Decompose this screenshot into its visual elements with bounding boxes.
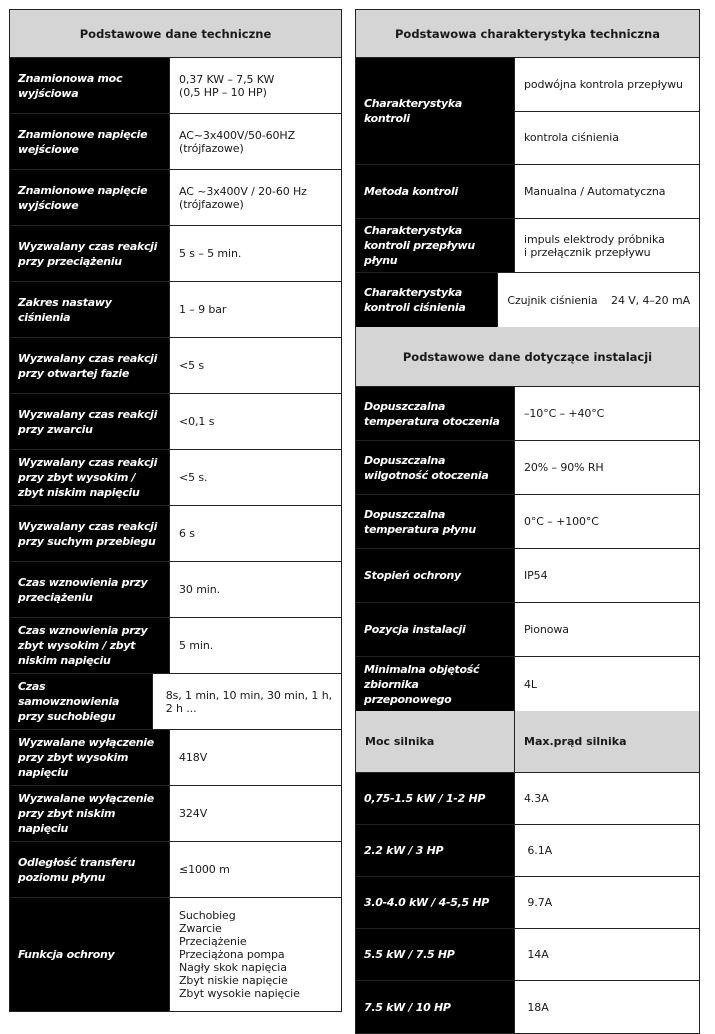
table-row <box>10 58 341 114</box>
value-line: 8s, 1 min, 10 min, 30 min, 1 h, <box>162 688 332 702</box>
value-line: 9.7A <box>524 896 553 909</box>
value-line: 418V <box>179 751 208 764</box>
table-row <box>356 495 699 549</box>
row-label: Czas wznowienia przy zbyt wysokim / zbyt niskim napięciu <box>10 618 170 673</box>
row-value <box>170 898 341 1011</box>
row-label: Wyzwalane wyłączenie przy zbyt wysokim napięciu <box>10 730 170 785</box>
row-label: Charakterystyka kontroli ciśnienia <box>356 273 498 327</box>
row-value <box>170 114 341 169</box>
value-line: –10°C – +40°C <box>524 407 605 420</box>
row-label: Funkcja ochrony <box>10 898 170 1011</box>
row-value <box>153 674 341 729</box>
technical-data-table <box>9 9 342 1012</box>
value-line: Przeciążenie <box>179 935 247 948</box>
row-value <box>170 170 341 225</box>
row-label: Wyzwalane wyłączenie przy zbyt niskim napięciu <box>10 786 170 841</box>
row-value <box>515 387 699 440</box>
row-value <box>170 58 341 113</box>
table-row <box>10 506 341 562</box>
table-row <box>356 877 699 929</box>
row-label: 5.5 kW / 7.5 HP <box>356 929 515 980</box>
table-row <box>10 562 341 618</box>
value-line: 30 min. <box>179 583 221 596</box>
table-row <box>356 657 699 711</box>
table-row <box>356 981 699 1033</box>
value-line: 18A <box>524 1000 549 1014</box>
row-label: 7.5 kW / 10 HP <box>356 981 515 1033</box>
table-row <box>10 282 341 338</box>
row-value <box>515 495 699 548</box>
row-label: Dopuszczalna temperatura otoczenia <box>356 387 515 440</box>
row-label: Znamionowa moc wyjściowa <box>10 58 170 113</box>
table-row <box>10 450 341 506</box>
value-line: ≤1000 m <box>179 863 230 876</box>
row-value: podwójna kontrola przepływu <box>515 58 699 112</box>
row-label: Metoda kontroli <box>356 165 515 218</box>
row-value: kontrola ciśnienia <box>524 131 619 145</box>
table-row <box>10 170 341 226</box>
table-row <box>356 549 699 603</box>
value-line: <0,1 s <box>179 415 215 428</box>
row-value <box>498 273 699 327</box>
row-value <box>515 825 699 876</box>
row-label: Czas samowznowienia przy suchobiegu <box>10 674 153 729</box>
value-line: Czujnik ciśnienia 24 V, 4–20 mA <box>507 293 690 307</box>
value-line: (trójfazowe) <box>179 141 244 155</box>
table-row <box>10 786 341 842</box>
table-row <box>10 730 341 786</box>
row-label: Wyzwalany czas reakcji przy zbyt wysokim / zbyt niskim napięciu <box>10 450 170 505</box>
row-label: Minimalna objętość zbiornika przeponowego <box>356 657 515 711</box>
table-title: Podstawowa charakterystyka techniczna <box>356 10 699 58</box>
row-label: Znamionowe napięcie wejściowe <box>10 114 170 169</box>
table-row <box>356 929 699 981</box>
installation-section-title: Podstawowe dane dotyczące instalacji <box>356 327 699 387</box>
row-value <box>515 929 699 980</box>
value-line: Zbyt niskie napięcie <box>179 974 288 987</box>
table-row <box>356 387 699 441</box>
row-label: Dopuszczalna wilgotność otoczenia <box>356 441 515 494</box>
row-label: Odległość transferu poziomu płynu <box>10 842 170 897</box>
row-value <box>515 981 699 1033</box>
value-line: (trójfazowe) <box>179 197 244 211</box>
table-row <box>10 394 341 450</box>
table-row <box>10 842 341 898</box>
row-value <box>170 338 341 393</box>
value-line: 4L <box>524 677 537 691</box>
table-row <box>356 773 699 825</box>
table-row <box>356 165 699 219</box>
value-line: 324V <box>179 807 208 820</box>
value-line: 0°C – +100°C <box>524 515 599 528</box>
table-row <box>10 114 341 170</box>
row-value <box>170 842 341 897</box>
row-label: 3.0-4.0 kW / 4-5,5 HP <box>356 877 515 928</box>
value-line: <5 s <box>179 359 205 372</box>
table-title: Podstawowe dane techniczne <box>10 10 341 58</box>
row-value <box>170 562 341 617</box>
value-line: 0,37 KW – 7,5 KW <box>179 72 275 86</box>
row-label: Charakterystyka kontroli <box>356 58 515 164</box>
row-label: 0,75-1.5 kW / 1-2 HP <box>356 773 515 824</box>
row-value <box>170 282 341 337</box>
value-line: 20% – 90% RH <box>524 461 604 474</box>
row-label: Wyzwalany czas reakcji przy suchym przebiegu <box>10 506 170 561</box>
row-value <box>515 603 699 656</box>
value-line: 5 min. <box>179 639 214 652</box>
value-line: Zbyt wysokie napięcie <box>179 987 300 1000</box>
table-row <box>356 58 699 165</box>
table-row <box>356 441 699 495</box>
row-value <box>515 219 699 272</box>
value-line: i przełącznik przepływu <box>524 245 651 259</box>
row-value <box>170 506 341 561</box>
value-line: 4.3A <box>524 792 549 805</box>
table-row <box>356 603 699 657</box>
motor-current-header: Max.prąd silnika <box>524 735 627 748</box>
value-line: IP54 <box>524 569 548 582</box>
row-label: 2.2 kW / 3 HP <box>356 825 515 876</box>
value-line: 2 h ... <box>162 701 197 715</box>
row-label: Czas wznowienia przy przeciążeniu <box>10 562 170 617</box>
table-row <box>356 219 699 273</box>
row-value <box>515 877 699 928</box>
row-value <box>170 394 341 449</box>
value-line: Manualna / Automatyczna <box>524 185 666 198</box>
value-line: 5 s – 5 min. <box>179 247 242 260</box>
row-label: Pozycja instalacji <box>356 603 515 656</box>
motor-table-header <box>356 711 699 773</box>
row-value <box>170 786 341 841</box>
value-line: Zwarcie <box>179 922 222 935</box>
value-line: 6.1A <box>524 844 553 857</box>
table-row <box>10 618 341 674</box>
table-row <box>356 273 699 327</box>
row-label: Wyzwalany czas reakcji przy otwartej fazie <box>10 338 170 393</box>
value-line: Pionowa <box>524 623 569 636</box>
value-line: 14A <box>524 948 549 961</box>
value-line: Suchobieg <box>179 909 236 922</box>
row-value <box>170 450 341 505</box>
value-line: AC ~3x400V / 20-60 Hz <box>179 184 307 198</box>
row-value <box>170 730 341 785</box>
row-label: Zakres nastawy ciśnienia <box>10 282 170 337</box>
value-line: impuls elektrody próbnika <box>524 232 665 246</box>
row-label: Stopień ochrony <box>356 549 515 602</box>
row-label: Dopuszczalna temperatura płynu <box>356 495 515 548</box>
table-row <box>10 674 341 730</box>
row-value <box>515 773 699 824</box>
row-value <box>515 165 699 218</box>
row-label: Charakterystyka kontroli przepływu płynu <box>356 219 515 272</box>
value-line: <5 s. <box>179 471 208 484</box>
row-label: Wyzwalany czas reakcji przy zwarciu <box>10 394 170 449</box>
row-label: Wyzwalany czas reakcji przy przeciążeniu <box>10 226 170 281</box>
row-value <box>170 226 341 281</box>
value-line: 1 – 9 bar <box>179 303 227 316</box>
value-line: 6 s <box>179 527 195 540</box>
motor-power-header: Moc silnika <box>356 711 515 772</box>
value-line: AC~3x400V/50-60HZ <box>179 128 296 142</box>
row-label: Znamionowe napięcie wyjściowe <box>10 170 170 225</box>
technical-characteristics-table <box>355 9 700 1034</box>
value-line: Nagły skok napięcia <box>179 961 287 974</box>
row-value <box>170 618 341 673</box>
table-row <box>356 825 699 877</box>
value-line: (0,5 HP – 10 HP) <box>179 85 267 99</box>
table-row <box>10 226 341 282</box>
table-row <box>10 898 341 1011</box>
row-value <box>515 657 699 711</box>
value-line: Przeciążona pompa <box>179 948 285 961</box>
row-value <box>515 549 699 602</box>
row-value <box>515 441 699 494</box>
table-row <box>10 338 341 394</box>
